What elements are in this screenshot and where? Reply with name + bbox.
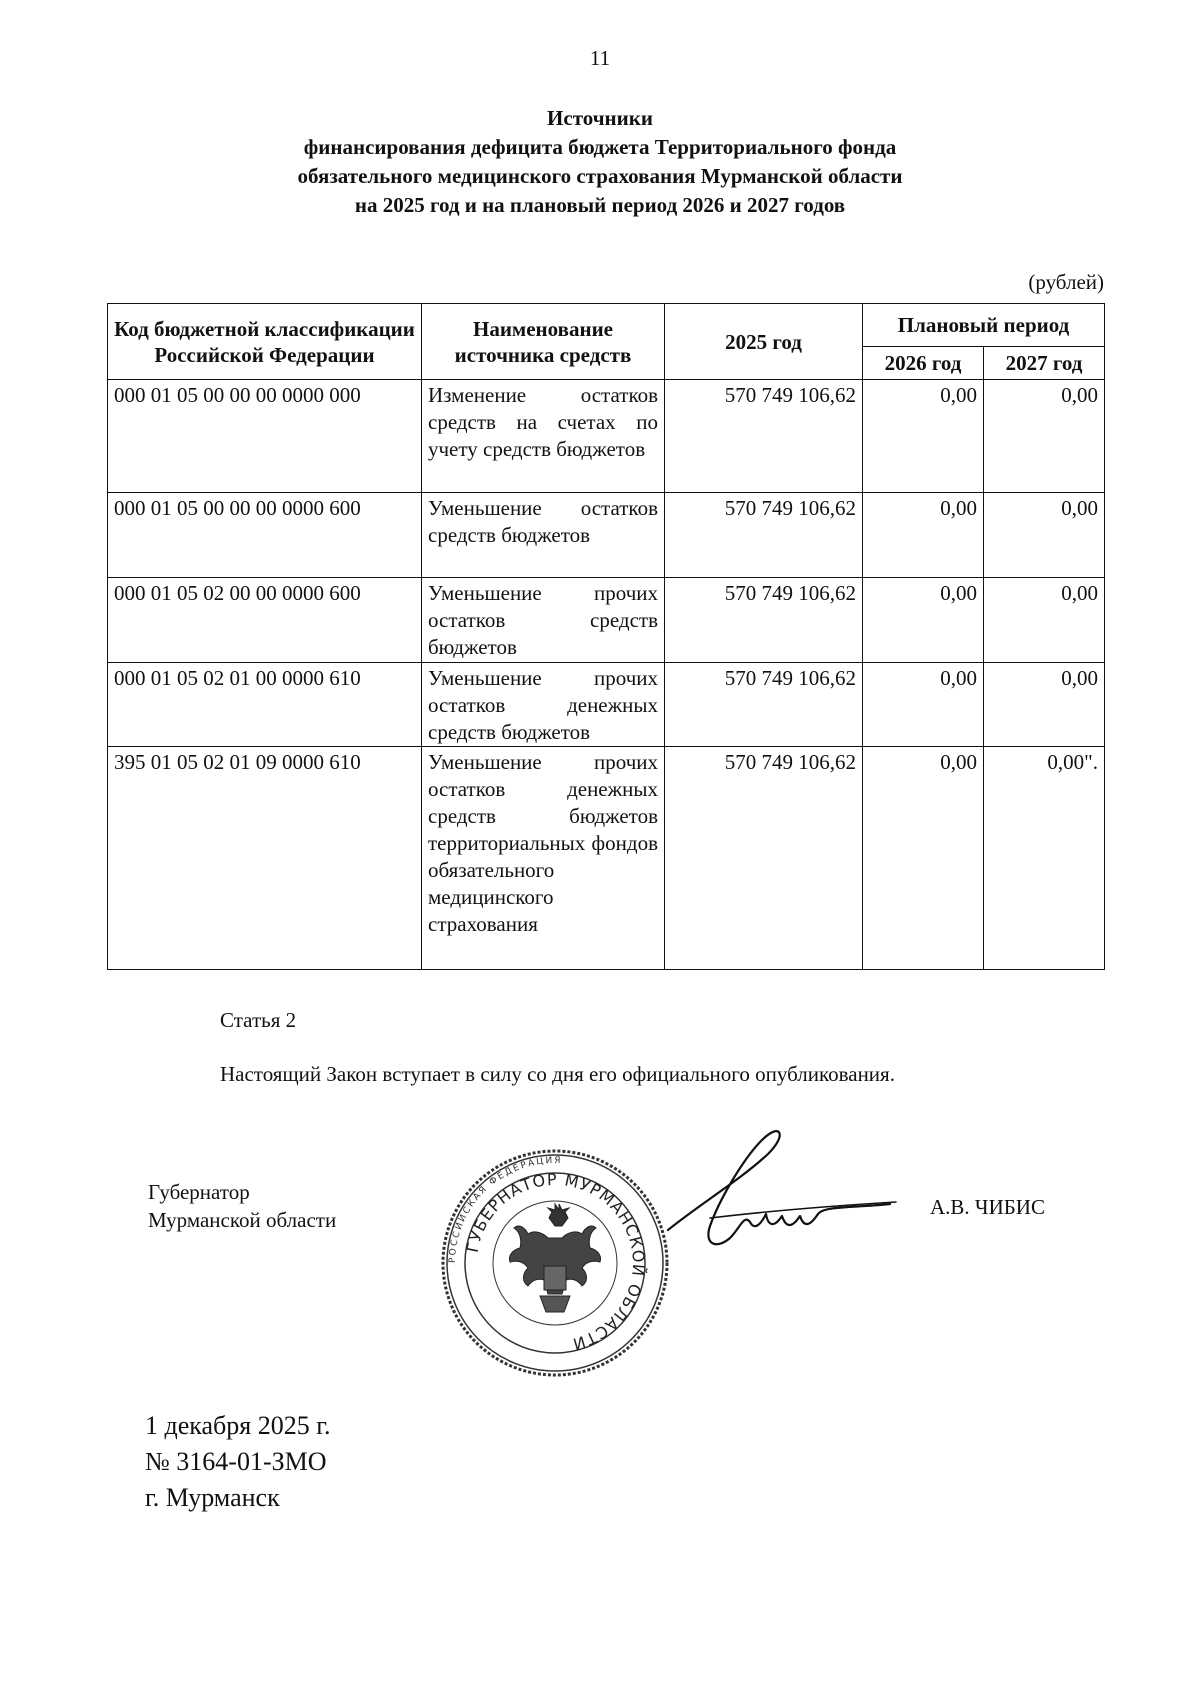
row-2027: 0,00 xyxy=(984,578,1105,663)
row-2025: 570 749 106,62 xyxy=(665,380,863,493)
table-row xyxy=(108,747,1105,970)
governor-name: А.В. ЧИБИС xyxy=(930,1195,1045,1219)
row-code: 000 01 05 02 01 00 0000 610 xyxy=(108,663,422,747)
units-label: (рублей) xyxy=(1028,270,1104,294)
table-row xyxy=(108,493,1105,578)
row-2027: 0,00 xyxy=(984,663,1105,747)
title-line: обязательного медицинского страхования Мурманской области xyxy=(297,164,903,188)
row-2027: 0,00 xyxy=(984,380,1105,493)
row-code: 000 01 05 02 00 00 0000 600 xyxy=(108,578,422,663)
row-2025: 570 749 106,62 xyxy=(665,663,863,747)
row-2027: 0,00 xyxy=(984,493,1105,578)
document-number: № 3164-01-ЗМО xyxy=(145,1447,327,1476)
seal-outer-text: РОССИЙСКАЯ ФЕДЕРАЦИЯ xyxy=(447,1155,563,1264)
law-effective-text: Настоящий Закон вступает в силу со дня его официального опубликования. xyxy=(220,1062,895,1086)
signature-icon xyxy=(650,1118,920,1268)
row-2027: 0,00". xyxy=(984,747,1105,970)
table-row xyxy=(108,578,1105,663)
financing-sources-table xyxy=(107,303,1105,970)
header-2026: 2026 год xyxy=(863,347,984,380)
document-city: г. Мурманск xyxy=(145,1483,280,1512)
row-2025: 570 749 106,62 xyxy=(665,747,863,970)
article-heading: Статья 2 xyxy=(220,1008,297,1032)
header-2025: 2025 год xyxy=(665,304,863,380)
document-title xyxy=(150,104,1050,220)
document-signature-block xyxy=(145,1408,330,1516)
row-name: Уменьшение остатков средств бюджетов xyxy=(422,493,665,578)
row-name: Уменьшение прочих остатков денежных средств бюджетов территориальных фондов обязательного медицинского страхования xyxy=(422,747,665,970)
row-2025: 570 749 106,62 xyxy=(665,493,863,578)
table-row xyxy=(108,380,1105,493)
official-seal-icon xyxy=(440,1148,670,1378)
header-name: Наименование источника средств xyxy=(422,304,665,380)
row-2025: 570 749 106,62 xyxy=(665,578,863,663)
governor-title xyxy=(148,1178,336,1234)
title-line: на 2025 год и на плановый период 2026 и 2027 годов xyxy=(354,193,846,217)
row-code: 000 01 05 00 00 00 0000 000 xyxy=(108,380,422,493)
row-2026: 0,00 xyxy=(863,380,984,493)
governor-title-line: Мурманской области xyxy=(148,1208,337,1232)
table-row xyxy=(108,663,1105,747)
title-line: Источники xyxy=(547,106,653,130)
document-date: 1 декабря 2025 г. xyxy=(145,1411,331,1440)
row-2026: 0,00 xyxy=(863,747,984,970)
row-2026: 0,00 xyxy=(863,578,984,663)
row-2026: 0,00 xyxy=(863,493,984,578)
row-code: 395 01 05 02 01 09 0000 610 xyxy=(108,747,422,970)
row-name: Изменение остатков средств на счетах по учету средств бюджетов xyxy=(422,380,665,493)
seal-inner-text: ГУБЕРНАТОР МУРМАНСКОЙ ОБЛАСТИ xyxy=(462,1169,649,1354)
header-2027: 2027 год xyxy=(984,347,1105,380)
row-name: Уменьшение прочих остатков средств бюджетов xyxy=(422,578,665,663)
row-2026: 0,00 xyxy=(863,663,984,747)
row-code: 000 01 05 00 00 00 0000 600 xyxy=(108,493,422,578)
row-name: Уменьшение прочих остатков денежных средств бюджетов xyxy=(422,663,665,747)
page-number: 11 xyxy=(589,46,611,70)
header-planning-period: Плановый период xyxy=(863,304,1105,347)
header-code: Код бюджетной классификации Российской Федерации xyxy=(108,304,422,380)
double-headed-eagle-icon xyxy=(509,1204,600,1312)
title-line: финансирования дефицита бюджета Территориального фонда xyxy=(303,135,897,159)
governor-title-line: Губернатор xyxy=(148,1180,250,1204)
